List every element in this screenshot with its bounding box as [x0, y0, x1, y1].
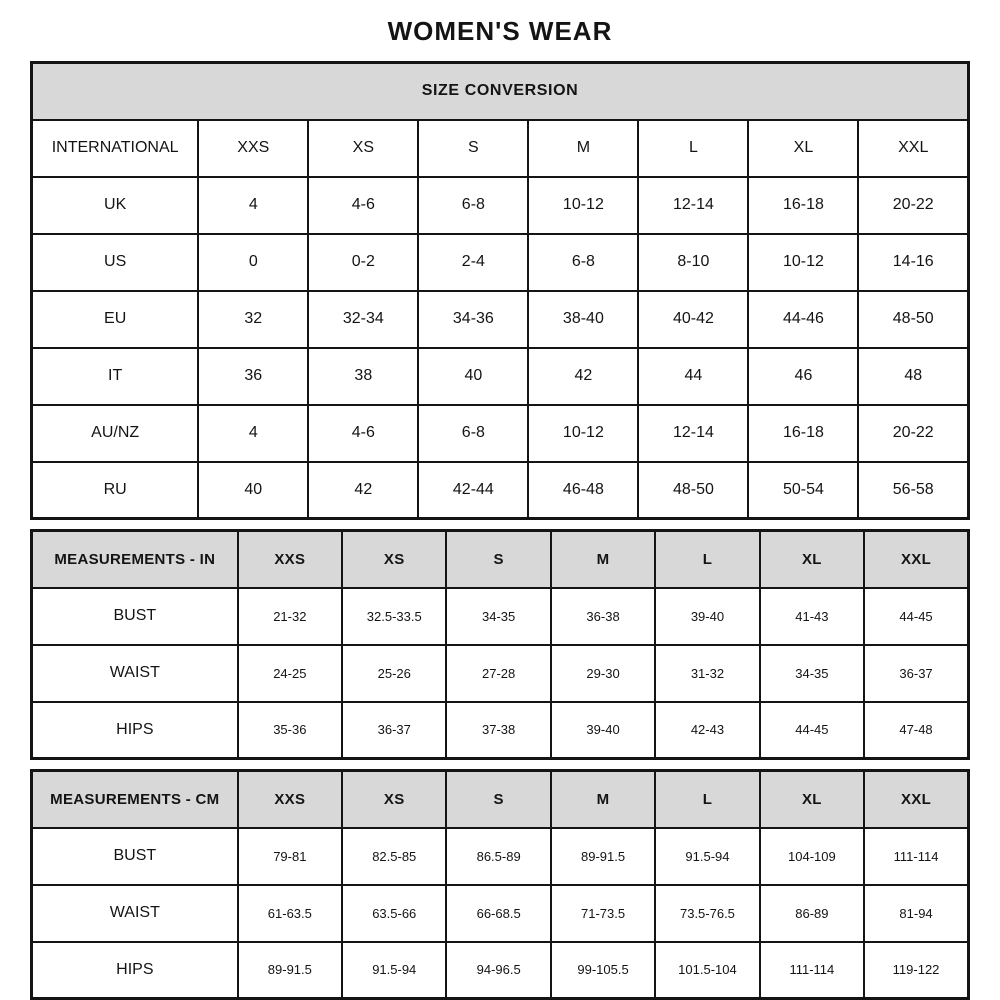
table-row [32, 405, 969, 462]
value-cell: 8-10 [638, 234, 748, 291]
row-label: WAIST [32, 645, 238, 702]
value-cell: 12-14 [638, 405, 748, 462]
value-cell: 89-91.5 [238, 942, 342, 999]
size-header-cell: XXL [864, 531, 968, 588]
table-row [32, 645, 969, 702]
value-cell: 14-16 [858, 234, 968, 291]
size-conversion-header-row [32, 120, 969, 177]
value-cell: 50-54 [748, 462, 858, 519]
page-title: WOMEN'S WEAR [387, 16, 613, 46]
table-row [32, 702, 969, 759]
table-row [32, 234, 969, 291]
value-cell: 36-37 [342, 702, 446, 759]
corner-header-cell: MEASUREMENTS - CM [32, 771, 238, 828]
row-label: BUST [32, 588, 238, 645]
table-row [32, 291, 969, 348]
value-cell: 91.5-94 [655, 828, 759, 885]
value-cell: 25-26 [342, 645, 446, 702]
row-label: AU/NZ [32, 405, 199, 462]
value-cell: 86-89 [760, 885, 864, 942]
size-header-cell: M [551, 771, 655, 828]
value-cell: 35-36 [238, 702, 342, 759]
size-header-cell: XXL [858, 120, 968, 177]
value-cell: 104-109 [760, 828, 864, 885]
value-cell: 63.5-66 [342, 885, 446, 942]
value-cell: 42-43 [655, 702, 759, 759]
value-cell: 32-34 [308, 291, 418, 348]
value-cell: 20-22 [858, 405, 968, 462]
value-cell: 34-35 [446, 588, 550, 645]
value-cell: 34-36 [418, 291, 528, 348]
value-cell: 41-43 [760, 588, 864, 645]
value-cell: 111-114 [760, 942, 864, 999]
value-cell: 38-40 [528, 291, 638, 348]
size-header-cell: S [446, 531, 550, 588]
corner-header-cell: INTERNATIONAL [32, 120, 199, 177]
value-cell: 42-44 [418, 462, 528, 519]
measurements-cm-body [32, 828, 969, 999]
size-conversion-table [30, 61, 970, 520]
value-cell: 6-8 [528, 234, 638, 291]
value-cell: 31-32 [655, 645, 759, 702]
value-cell: 16-18 [748, 405, 858, 462]
size-header-cell: M [551, 531, 655, 588]
value-cell: 0 [198, 234, 308, 291]
table-row [32, 885, 969, 942]
size-conversion-title-row [32, 63, 969, 120]
size-header-cell: XS [308, 120, 418, 177]
value-cell: 47-48 [864, 702, 968, 759]
table-row [32, 588, 969, 645]
value-cell: 37-38 [446, 702, 550, 759]
value-cell: 81-94 [864, 885, 968, 942]
value-cell: 21-32 [238, 588, 342, 645]
size-header-cell: XXS [238, 771, 342, 828]
value-cell: 40 [418, 348, 528, 405]
value-cell: 0-2 [308, 234, 418, 291]
size-header-cell: L [655, 531, 759, 588]
value-cell: 42 [528, 348, 638, 405]
value-cell: 39-40 [655, 588, 759, 645]
value-cell: 46 [748, 348, 858, 405]
value-cell: 40 [198, 462, 308, 519]
value-cell: 6-8 [418, 405, 528, 462]
row-label: RU [32, 462, 199, 519]
measurements-in-body [32, 588, 969, 759]
value-cell: 10-12 [528, 177, 638, 234]
value-cell: 6-8 [418, 177, 528, 234]
size-header-cell: XL [748, 120, 858, 177]
row-label: WAIST [32, 885, 238, 942]
value-cell: 44-45 [760, 702, 864, 759]
row-label: IT [32, 348, 199, 405]
value-cell: 4-6 [308, 177, 418, 234]
corner-header-cell: MEASUREMENTS - IN [32, 531, 238, 588]
value-cell: 10-12 [748, 234, 858, 291]
size-header-cell: M [528, 120, 638, 177]
value-cell: 56-58 [858, 462, 968, 519]
value-cell: 42 [308, 462, 418, 519]
value-cell: 79-81 [238, 828, 342, 885]
size-conversion-title: SIZE CONVERSION [32, 63, 969, 120]
value-cell: 48 [858, 348, 968, 405]
value-cell: 32 [198, 291, 308, 348]
value-cell: 111-114 [864, 828, 968, 885]
value-cell: 4 [198, 177, 308, 234]
value-cell: 36-38 [551, 588, 655, 645]
row-label: US [32, 234, 199, 291]
table-row [32, 462, 969, 519]
row-label: UK [32, 177, 199, 234]
table-row [32, 942, 969, 999]
size-header-cell: XL [760, 771, 864, 828]
value-cell: 119-122 [864, 942, 968, 999]
value-cell: 91.5-94 [342, 942, 446, 999]
measurements-cm-header-row [32, 771, 969, 828]
measurements-in-header-row [32, 531, 969, 588]
size-header-cell: XXL [864, 771, 968, 828]
measurements-in-table [30, 529, 970, 760]
value-cell: 36 [198, 348, 308, 405]
size-header-cell: L [638, 120, 748, 177]
value-cell: 44-45 [864, 588, 968, 645]
value-cell: 82.5-85 [342, 828, 446, 885]
table-row [32, 828, 969, 885]
value-cell: 71-73.5 [551, 885, 655, 942]
size-header-cell: XS [342, 531, 446, 588]
value-cell: 12-14 [638, 177, 748, 234]
value-cell: 16-18 [748, 177, 858, 234]
value-cell: 44 [638, 348, 748, 405]
value-cell: 40-42 [638, 291, 748, 348]
measurements-cm-table [30, 769, 970, 1000]
value-cell: 4-6 [308, 405, 418, 462]
value-cell: 86.5-89 [446, 828, 550, 885]
value-cell: 61-63.5 [238, 885, 342, 942]
size-header-cell: S [446, 771, 550, 828]
value-cell: 38 [308, 348, 418, 405]
size-header-cell: S [418, 120, 528, 177]
value-cell: 10-12 [528, 405, 638, 462]
size-conversion-body [32, 177, 969, 519]
row-label: HIPS [32, 702, 238, 759]
row-label: EU [32, 291, 199, 348]
value-cell: 44-46 [748, 291, 858, 348]
value-cell: 73.5-76.5 [655, 885, 759, 942]
value-cell: 36-37 [864, 645, 968, 702]
value-cell: 29-30 [551, 645, 655, 702]
value-cell: 99-105.5 [551, 942, 655, 999]
row-label: HIPS [32, 942, 238, 999]
size-header-cell: XL [760, 531, 864, 588]
value-cell: 101.5-104 [655, 942, 759, 999]
value-cell: 20-22 [858, 177, 968, 234]
value-cell: 39-40 [551, 702, 655, 759]
size-header-cell: XXS [238, 531, 342, 588]
value-cell: 89-91.5 [551, 828, 655, 885]
size-header-cell: XS [342, 771, 446, 828]
table-row [32, 177, 969, 234]
value-cell: 46-48 [528, 462, 638, 519]
value-cell: 94-96.5 [446, 942, 550, 999]
size-header-cell: L [655, 771, 759, 828]
value-cell: 48-50 [638, 462, 748, 519]
value-cell: 2-4 [418, 234, 528, 291]
size-header-cell: XXS [198, 120, 308, 177]
value-cell: 34-35 [760, 645, 864, 702]
table-row [32, 348, 969, 405]
value-cell: 48-50 [858, 291, 968, 348]
value-cell: 32.5-33.5 [342, 588, 446, 645]
value-cell: 27-28 [446, 645, 550, 702]
value-cell: 24-25 [238, 645, 342, 702]
value-cell: 4 [198, 405, 308, 462]
value-cell: 66-68.5 [446, 885, 550, 942]
row-label: BUST [32, 828, 238, 885]
